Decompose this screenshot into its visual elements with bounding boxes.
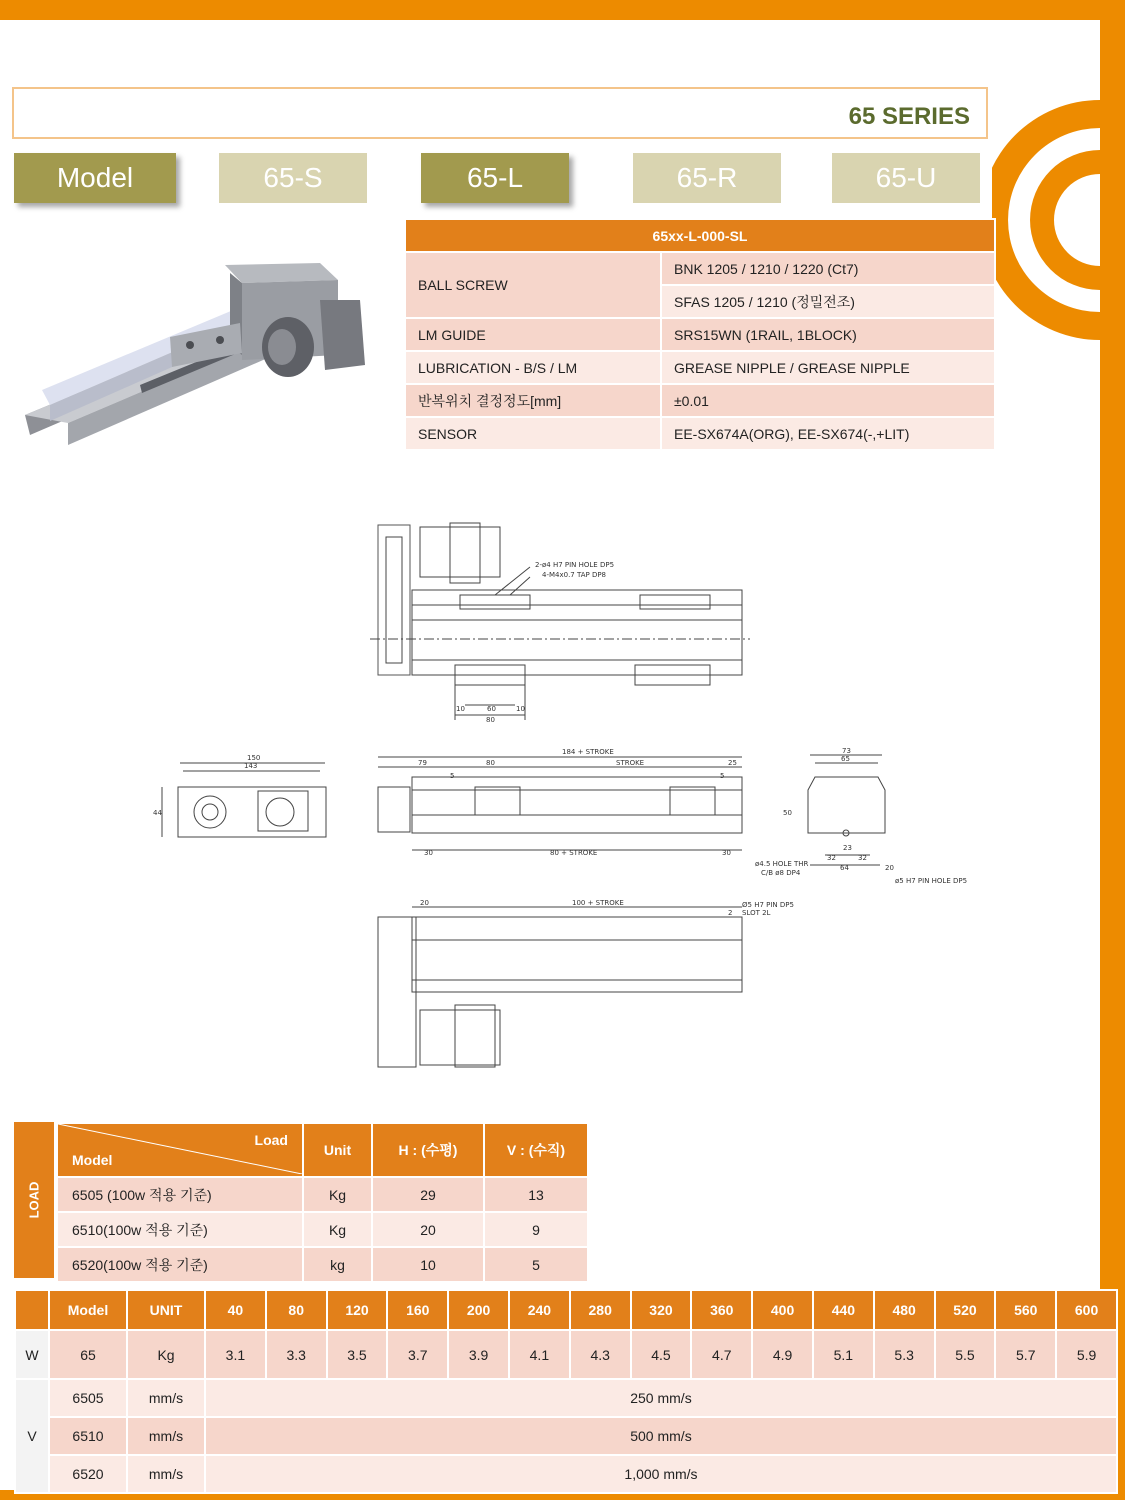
tab-65-u[interactable]: 65-U [832, 153, 980, 203]
weight-value-cell: 3.9 [448, 1330, 509, 1379]
stroke-header-cell: 480 [874, 1290, 935, 1330]
dim-top-10b: 10 [516, 705, 525, 713]
note-hole-thr: ø4.5 HOLE THR [755, 860, 809, 868]
speed-value: 500 mm/s [205, 1417, 1117, 1455]
dim-right-73: 73 [842, 747, 851, 755]
load-header-h: H : (수평) [372, 1123, 484, 1177]
note-pin-dp5: Ø5 H7 PIN DP5 [742, 901, 794, 909]
tab-65-s[interactable]: 65-S [219, 153, 367, 203]
dim-left-44: 44 [153, 809, 162, 817]
spec-label-ball-screw: BALL SCREW [405, 252, 661, 318]
weight-row [15, 1330, 1117, 1379]
dim-bot-2: 2 [728, 909, 733, 917]
weight-value-cell: 3.5 [327, 1330, 388, 1379]
dim-left-150: 150 [247, 754, 261, 762]
technical-drawing [150, 515, 980, 1075]
load-unit: kg [303, 1247, 372, 1282]
speed-value: 250 mm/s [205, 1379, 1117, 1417]
drawing-left-view [153, 754, 326, 837]
dim-mid-5a: 5 [450, 772, 455, 780]
spec-value-repeatability: ±0.01 [661, 384, 995, 417]
dim-right-64: 64 [840, 864, 849, 872]
note-slot: SLOT 2L [742, 909, 771, 917]
load-model: 6510(100w 적용 기준) [57, 1212, 303, 1247]
load-side-label [14, 1122, 54, 1278]
speed-header-blank [15, 1290, 49, 1330]
stroke-header-cell: 520 [935, 1290, 996, 1330]
dim-left-143: 143 [244, 762, 258, 770]
spec-title: 65xx-L-000-SL [405, 219, 995, 252]
spec-value-ball-screw-2: SFAS 1205 / 1210 (정밀전조) [661, 285, 995, 318]
stroke-header-cell: 600 [1056, 1290, 1117, 1330]
drawing-top-view [370, 523, 750, 724]
weight-value-cell: 4.9 [752, 1330, 813, 1379]
weight-value-cell: 3.1 [205, 1330, 266, 1379]
speed-unit: mm/s [127, 1455, 205, 1493]
tab-65-l[interactable]: 65-L [421, 153, 569, 203]
spec-label-repeatability: 반복위치 결정정도[mm] [405, 384, 661, 417]
load-model: 6520(100w 적용 기준) [57, 1247, 303, 1282]
tab-65-r[interactable]: 65-R [633, 153, 781, 203]
stroke-header-cell: 40 [205, 1290, 266, 1330]
stroke-header-cell: 200 [448, 1290, 509, 1330]
spec-label-lubrication: LUBRICATION - B/S / LM [405, 351, 661, 384]
dim-mid-stroke: STROKE [616, 759, 645, 767]
stroke-header-cell: 280 [570, 1290, 631, 1330]
load-v: 13 [484, 1177, 588, 1212]
dim-mid-30a: 30 [424, 849, 433, 857]
dim-top-10a: 10 [456, 705, 465, 713]
dim-mid-80: 80 [486, 759, 495, 767]
load-h: 20 [372, 1212, 484, 1247]
weight-value-cell: 4.3 [570, 1330, 631, 1379]
weight-model: 65 [49, 1330, 127, 1379]
spec-label-lm-guide: LM GUIDE [405, 318, 661, 351]
speed-header-unit: UNIT [127, 1290, 205, 1330]
dim-right-20: 20 [885, 864, 894, 872]
stroke-header-cell: 560 [995, 1290, 1056, 1330]
stroke-header-cell: 440 [813, 1290, 874, 1330]
dim-mid-25: 25 [728, 759, 737, 767]
load-v: 9 [484, 1212, 588, 1247]
load-row [57, 1212, 588, 1247]
dim-mid-total: 184 + STROKE [562, 748, 614, 756]
stroke-header-cell: 320 [631, 1290, 692, 1330]
weight-value-cell: 4.5 [631, 1330, 692, 1379]
speed-unit: mm/s [127, 1417, 205, 1455]
weight-speed-table [14, 1289, 1118, 1494]
load-header-load: Load [254, 1132, 288, 1148]
spec-value-lm-guide: SRS15WN (1RAIL, 1BLOCK) [661, 318, 995, 351]
dim-right-50: 50 [783, 809, 792, 817]
spec-label-sensor: SENSOR [405, 417, 661, 450]
load-header-unit: Unit [303, 1123, 372, 1177]
load-row [57, 1247, 588, 1282]
stroke-header-cell: 80 [266, 1290, 327, 1330]
drawing-bottom-view [378, 899, 794, 1067]
weight-value-cell: 5.7 [995, 1330, 1056, 1379]
weight-value-cell: 5.3 [874, 1330, 935, 1379]
series-header [12, 87, 988, 139]
dim-right-65: 65 [841, 755, 850, 763]
weight-value-cell: 3.7 [387, 1330, 448, 1379]
dim-mid-79: 79 [418, 759, 427, 767]
spec-value-sensor: EE-SX674A(ORG), EE-SX674(-,+LIT) [661, 417, 995, 450]
load-header-corner [57, 1123, 303, 1177]
load-v: 5 [484, 1247, 588, 1282]
load-model: 6505 (100w 적용 기준) [57, 1177, 303, 1212]
brand-logo [992, 100, 1100, 340]
weight-value-cell: 5.9 [1056, 1330, 1117, 1379]
dim-top-80: 80 [486, 716, 495, 724]
speed-row [15, 1379, 1117, 1417]
speed-model: 6510 [49, 1417, 127, 1455]
dim-right-23: 23 [843, 844, 852, 852]
dim-bot-20: 20 [420, 899, 429, 907]
note-pin-hole2: ø5 H7 PIN HOLE DP5 [895, 877, 968, 885]
actuator-3d-image [20, 245, 380, 460]
load-unit: Kg [303, 1212, 372, 1247]
drawing-side-view [378, 748, 742, 857]
dim-top-60: 60 [487, 705, 496, 713]
spec-value-lubrication: GREASE NIPPLE / GREASE NIPPLE [661, 351, 995, 384]
spec-value-ball-screw-1: BNK 1205 / 1210 / 1220 (Ct7) [661, 252, 995, 285]
page-border-top [0, 0, 1125, 20]
load-h: 29 [372, 1177, 484, 1212]
dim-mid-30b: 30 [722, 849, 731, 857]
speed-row [15, 1417, 1117, 1455]
speed-value: 1,000 mm/s [205, 1455, 1117, 1493]
note-cb: C/B ø8 DP4 [761, 869, 801, 877]
load-row [57, 1177, 588, 1212]
speed-model: 6520 [49, 1455, 127, 1493]
stroke-header-cell: 400 [752, 1290, 813, 1330]
weight-value-cell: 5.1 [813, 1330, 874, 1379]
page-border-right [1100, 20, 1125, 1500]
stroke-header-cell: 240 [509, 1290, 570, 1330]
load-header-v: V : (수직) [484, 1123, 588, 1177]
speed-header-row [15, 1290, 1117, 1330]
speed-model: 6505 [49, 1379, 127, 1417]
dim-bot-100s: 100 + STROKE [572, 899, 624, 907]
note-pin-hole: 2-ø4 H7 PIN HOLE DP5 [535, 561, 615, 569]
weight-side-label: W [15, 1330, 49, 1379]
load-table [56, 1122, 589, 1283]
stroke-header-cell: 160 [387, 1290, 448, 1330]
weight-value-cell: 4.7 [691, 1330, 752, 1379]
tab-model[interactable]: Model [14, 153, 176, 203]
dim-mid-5b: 5 [720, 772, 725, 780]
drawing-right-view [755, 747, 967, 885]
speed-side-label: V [15, 1379, 49, 1493]
dim-right-32b: 32 [858, 854, 867, 862]
load-h: 10 [372, 1247, 484, 1282]
dim-right-32a: 32 [827, 854, 836, 862]
series-title: 65 SERIES [848, 103, 970, 130]
dim-mid-80s: 80 + STROKE [550, 849, 598, 857]
load-unit: Kg [303, 1177, 372, 1212]
weight-value-cell: 5.5 [935, 1330, 996, 1379]
spec-table [404, 218, 996, 451]
load-header-model: Model [72, 1152, 113, 1168]
stroke-header-cell: 120 [327, 1290, 388, 1330]
note-tap: 4-M4x0.7 TAP DP8 [542, 571, 607, 579]
speed-header-model: Model [49, 1290, 127, 1330]
weight-unit: Kg [127, 1330, 205, 1379]
weight-value-cell: 3.3 [266, 1330, 327, 1379]
speed-unit: mm/s [127, 1379, 205, 1417]
weight-value-cell: 4.1 [509, 1330, 570, 1379]
load-side-text: LOAD [26, 1181, 42, 1219]
speed-row [15, 1455, 1117, 1493]
stroke-header-cell: 360 [691, 1290, 752, 1330]
